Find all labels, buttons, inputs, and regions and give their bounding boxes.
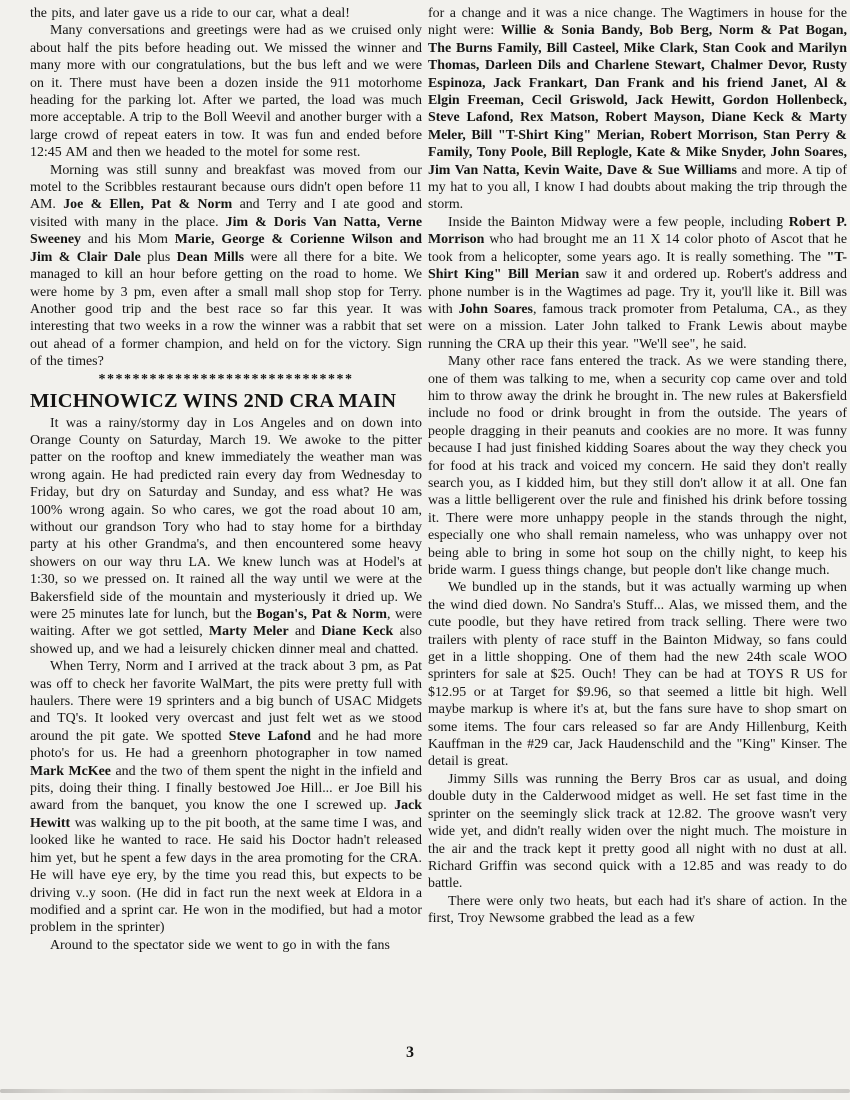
paragraph: It was a rainy/stormy day in Los Angeles and on down into Orange County on Saturday, March 19. We awoke to the pitter patter on the rooftop and knew immediately the weather man was wrong again. He had predicted rain every day from Wednesday to Friday, but dry on Saturday and Sunday, and ess what? He was 100% wrong again. So who cares, we got the road about 10 am, without our grandson Tory who had to stay home for a birthday party at his other Grandma's, and then encountered some heavy showers on our way thru LA. We knew lunch was at Hodel's at 1:30, so we pressed on. It rained all the way until we were at the Bakersfield side of the mountain and mysteriously it dried up. We were 25 minutes late for lunch, but the Bogan's, Pat & Norm, were waiting. After we got settled, Marty Meler and Diane Keck also showed up, and we had a leisurely chicken dinner meal and chatted.: [30, 415, 422, 657]
paragraph: Many conversations and greetings were had as we cruised only about half the pits before heading out. We missed the winner and many more with our congratulations, but the bus left and we were on it. There must have been a dozen inside the 911 motorhome heading for the parking lot. After we parted, the load was much more acceptable. A trip to the Boll Weevil and another burger with a large crowd of repeat eaters in tow. It was fun and ended before 12:45 AM and then we headed to the motel for some rest.: [30, 23, 422, 161]
article-heading: MICHNOWICZ WINS 2ND CRA MAIN: [30, 389, 397, 412]
right-column: [428, 5, 847, 928]
paragraph: Morning was still sunny and breakfast was moved from our motel to the Scribbles restaurant because ours didn't open before 11 AM. Joe & Ellen, Pat & Norm and Terry and I ate good and visited with many in the place. Jim & Doris Van Natta, Verne Sweeney and his Mom Marie, George & Corienne Wilson and Jim & Clair Dale plus Dean Mills were all there for a bite. We managed to kill an hour before getting on the road to home. We were home by 3 pm, even after a small mall shop stop for Terry. Another good trip and the best race so far this year. It was interesting that two weeks in a row the winner was a rabbit that set out ahead of a former champion, and held on for the victory. Sign of the times?: [30, 162, 423, 370]
paragraph: Inside the Bainton Midway were a few people, including Robert P. Morrison who had brought me an 11 X 14 color photo of Ascot that he took from a helicopter, some years ago. It is really something. The "T-Shirt King" Bill Merian saw it and ordered up. Robert's address and phone number is in the Wagtimes ad page. Try it, you'll like it. Bill was with John Soares, famous track promoter from Petaluma, CA., as they were on a mission. Later John talked to Frank Lewis about maybe running the CRA up their this year. "We'll see", he said.: [428, 214, 848, 352]
scan-edge-line: [0, 1089, 850, 1093]
paragraph: When Terry, Norm and I arrived at the track about 3 pm, as Pat was off to check her favorite WalMart, the pits were pretty full with haulers. There were 19 sprinters and a big bunch of USAC Midgets and TQ's. It looked very overcast and just felt wet as we stood around the pit gate. We spotted Steve Lafond and he had more photo's for us. He had a greenhorn photographer in tow named Mark McKee and the two of them spent the night in the infield and pits, doing their thing. I finally bestowed Joe Hill... er Joe Bill his award from the banquet, you know the one I screwed up. Jack Hewitt was walking up to the pit booth, at the same time I was, and looked like he wanted to race. He said his Doctor hadn't released him yet, but he spent a few days in the area promoting for the CRA. He will have eye ery, by the time you read this, but expects to be driving v..y soon. (He did in fact run the next week at Eldora in a modified and a sprint car. He won in the modified, but had a motor problem in the sprinter): [30, 659, 423, 936]
asterisk-divider: ******************************: [98, 371, 354, 387]
paragraph: for a change and it was a nice change. The Wagtimers in house for the night were: Willie & Sonia Bandy, Bob Berg, Norm & Pat Bogan, The Burns Family, Bill Casteel, Mike Clark, Stan Cook and Marilyn Thomas, Darleen Dils and Charlene Stewart, Chalmer Devor, Rusty Espinoza, Jack Frankart, Dan Frank and his friend Janet, Al & Elgin Freeman, Cecil Griswold, Jack Hewitt, Gordon Hollenbeck, Steve Lafond, Rex Matson, Robert Mayson, Diane Keck & Marty Meler, Bill "T-Shirt King" Merian, Robert Morrison, Stan Perry & Family, Tony Poole, Bill Replogle, Kate & Mike Snyder, John Soares, Jim Van Natta, Kevin Waite, Dave & Sue Williams and more. A tip of my hat to you all, I know I had doubts about making the trip through the storm.: [428, 6, 847, 213]
paragraph: There were only two heats, but each had it's share of action. In the first, Troy Newsome grabbed the lead as a few: [428, 893, 847, 927]
paragraph: Many other race fans entered the track. As we were standing there, one of them was talking to me, when a security cop came over and told him to throw away the drink he brought in. The new rules at Bakersfield include no food or drink brought in from the outside. The years of people dragging in their peanuts and cookies are no more. It was funny because I had just finished kidding Soares about the way they check you for food at his track and voiced my concern. He said they don't really search you, as I kidded him, but they still don't allow it at all. One fan was a little belligerent over the rule and finished his drink before tossing it. There were more unhappy people in the stands through the night, especially one who shall remain nameless, who was unhappy over not being able to bring in some hot soup on the chilly night, to keep his bride warm. I guess things change, but people don't like change much.: [428, 354, 847, 578]
paragraph: Around to the spectator side we went to go in with the fans: [50, 937, 390, 953]
left-column: [30, 5, 422, 954]
paragraph: We bundled up in the stands, but it was actually warming up when the wind died down. No Sandra's Stuff... Alas, we missed them, and the cute poodle, but they have retired from track selling. There were two trailers with plenty of race stuff in the Bainton Midway, so fans could get in a little shopping. One of them had the new 24th scale WOO sprinters for sale at $25. Ouch! They can be had at TOYS R US for $12.95 or at Target for $9.96, so that seemed a little bit high. Well maybe markup is where it's at, but the fans sure have to shop smart on some items. The four cars released so far are Andy Hillenburg, Keith Kauffman in the #29 car, Jack Haudenschild and the "King" Kinser. The detail is great.: [428, 580, 847, 770]
page-number: 3: [406, 1044, 414, 1061]
paragraph: Jimmy Sills was running the Berry Bros car as usual, and doing double duty in the Calderwood midget as well. He set fast time in the sprinter on the seemingly slick track at 12.82. The groove wasn't very wide yet, and didn't really widen over the night much. The moisture in the air and the track kept it pretty good all night with no dust at all. Richard Griffin was second quick with a 12.85 and was ready to do battle.: [428, 771, 847, 892]
paragraph: the pits, and later gave us a ride to our car, what a deal!: [30, 6, 350, 21]
